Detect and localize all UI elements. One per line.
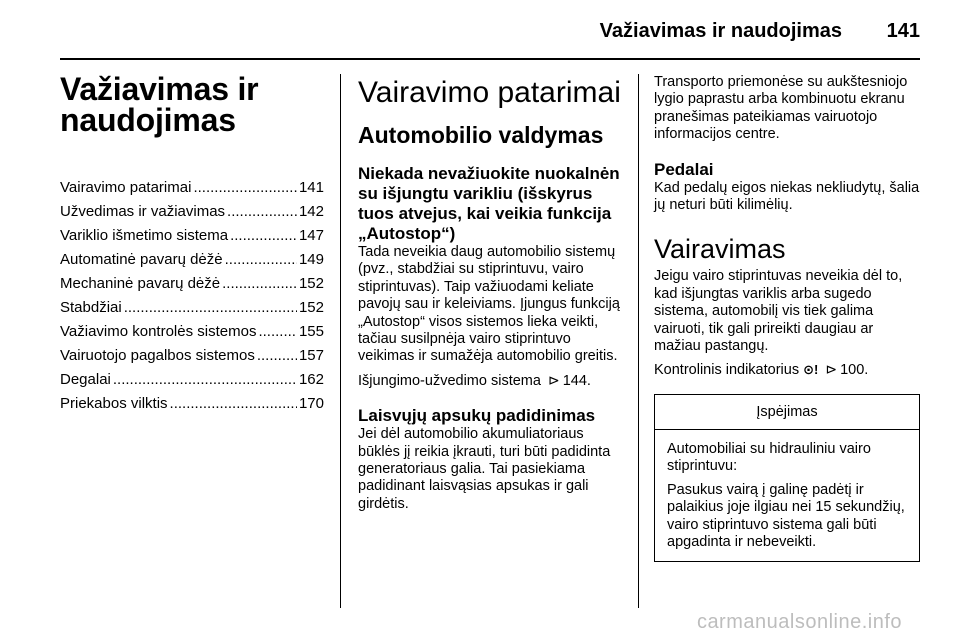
indicator-reference: [654, 361, 920, 379]
block-heading-idle: Laisvųjų apsukų padidinimas: [358, 406, 596, 426]
block-text-engine-off: Tada neveikia daug automobilio sistemų (pvz., stabdžiai su stiprintuvu, vairo stiprintuvas). Taip važiuodami keliate pavojų sau ir keleiviams. Įjungus funkciją „Autostop“ visos sistemos lieka veikti, tačiau susilpnėja vairo stiprintuvo veikimas ir sumažėja automobilio greitis.: [358, 244, 620, 365]
toc-leader-dots: [225, 248, 297, 272]
page-reference-icon: ⊳: [547, 371, 560, 388]
reference-page: 144.: [562, 372, 591, 389]
steering-text: Jeigu vairo stiprintuvas neveikia dėl to, kad išjungtas variklis arba sugedo sistema, automobilį vis tiek galima vairuoti, tik gali prireikti daugiau ar mažiau pastangų.: [654, 268, 903, 355]
toc-entry[interactable]: [60, 392, 324, 416]
toc-leader-dots: [113, 368, 297, 392]
middle-column: [358, 74, 622, 513]
watermark: carmanualsonline.info: [696, 611, 902, 633]
cross-reference: [358, 372, 622, 390]
toc-entry-label: Mechaninė pavarų dėžė: [60, 275, 221, 292]
toc-entry-page: 147: [298, 227, 324, 244]
toc-entry-label: Degalai: [60, 371, 111, 388]
block-heading-engine-off: Niekada nevažiuokite nuokalnėn su išjungtu varikliu (išskyrus tuos atvejus, kai veikia funkcija „Autostop“): [358, 164, 620, 243]
toc-entry[interactable]: [60, 200, 324, 224]
toc-leader-dots: [170, 392, 297, 416]
subsection-title: Automobilio valdymas: [358, 122, 604, 148]
pedals-heading: Pedalai: [654, 159, 714, 179]
warning-box: [654, 394, 920, 562]
indicator-page: 100.: [840, 362, 869, 379]
column-divider-2: [638, 74, 639, 608]
intro-text: Transporto priemonėse su aukštesniojo lygio paprastu arba kombinuotu ekranu pranešimas pateikiamas vairuotojo informacijos centre.: [654, 74, 908, 143]
toc-entry[interactable]: [60, 344, 324, 368]
pedals-text: Kad pedalų eigos niekas nekliudytų, šalia jų neturi būti kilimėlių.: [654, 179, 920, 214]
warning-body: [655, 430, 919, 561]
toc-entry-page: 170: [298, 395, 324, 412]
toc-entry-page: 142: [298, 203, 324, 220]
page-reference-icon: ⊳: [825, 361, 838, 378]
warning-text-1: Automobiliai su hidrauliniu vairo stiprintuvu:: [667, 440, 871, 475]
toc-entry-label: Automatinė pavarų dėžė: [60, 251, 223, 268]
toc-entry-page: 149: [298, 251, 324, 268]
toc-entry-page: 155: [298, 323, 324, 340]
toc-leader-dots: [257, 344, 297, 368]
toc-entry[interactable]: [60, 176, 324, 200]
section-title: Vairavimo patarimai: [358, 76, 621, 109]
toc-entry-label: Važiavimo kontrolės sistemos: [60, 323, 257, 340]
toc-leader-dots: [193, 176, 297, 200]
toc-leader-dots: [227, 200, 297, 224]
reference-label: Išjungimo-užvedimo sistema: [358, 372, 541, 389]
toc-entry[interactable]: [60, 272, 324, 296]
toc-leader-dots: [258, 320, 297, 344]
indicator-label: Kontrolinis indikatorius: [654, 362, 800, 379]
toc-leader-dots: [222, 272, 297, 296]
toc-entry[interactable]: [60, 248, 324, 272]
running-header-title: Važiavimas ir naudojimas: [599, 20, 842, 42]
right-column: [654, 74, 920, 562]
toc-entry-label: Užvedimas ir važiavimas: [60, 203, 226, 220]
toc-entry-page: 152: [298, 275, 324, 292]
warning-text-2: Pasukus vairą į galinę padėtį ir palaikius joje ilgiau nei 15 sekundžių, vairo stiprintuvo sistema gali būti apgadinta ir nebeveikti.: [667, 481, 905, 550]
toc-leader-dots: [230, 224, 297, 248]
chapter-title: Važiavimas ir naudojimas: [60, 71, 259, 138]
toc-entry[interactable]: [60, 296, 324, 320]
toc-entry-page: 162: [298, 371, 324, 388]
toc-entry-page: 152: [298, 299, 324, 316]
toc-entry-label: Variklio išmetimo sistema: [60, 227, 229, 244]
toc-entry-label: Vairavimo patarimai: [60, 179, 192, 196]
toc-entry[interactable]: [60, 368, 324, 392]
steering-heading: Vairavimas: [654, 234, 786, 265]
toc-leader-dots: [124, 296, 297, 320]
toc-entry[interactable]: [60, 224, 324, 248]
toc-entry-label: Stabdžiai: [60, 299, 122, 316]
left-column: [60, 71, 324, 416]
warning-title: Įspėjimas: [655, 395, 919, 430]
toc-entry-label: Vairuotojo pagalbos sistemos: [60, 347, 255, 364]
column-divider-1: [340, 74, 341, 608]
toc-entry-page: 141: [298, 179, 324, 196]
block-text-idle: Jei dėl automobilio akumuliatoriaus būklės jį reikia įkrauti, turi būti padidinta generatoriaus galia. Tai pasiekiama padidinant laisvąsias apsukas ir gali girdėtis.: [358, 426, 611, 512]
page-header: [60, 16, 920, 60]
toc-entry[interactable]: [60, 320, 324, 344]
toc-entry-label: Priekabos vilktis: [60, 395, 168, 412]
page-number: 141: [886, 20, 920, 42]
power-steering-warning-icon: ⊙!: [803, 362, 819, 378]
header-rule: [60, 58, 920, 60]
table-of-contents: [60, 176, 324, 416]
toc-entry-page: 157: [298, 347, 324, 364]
